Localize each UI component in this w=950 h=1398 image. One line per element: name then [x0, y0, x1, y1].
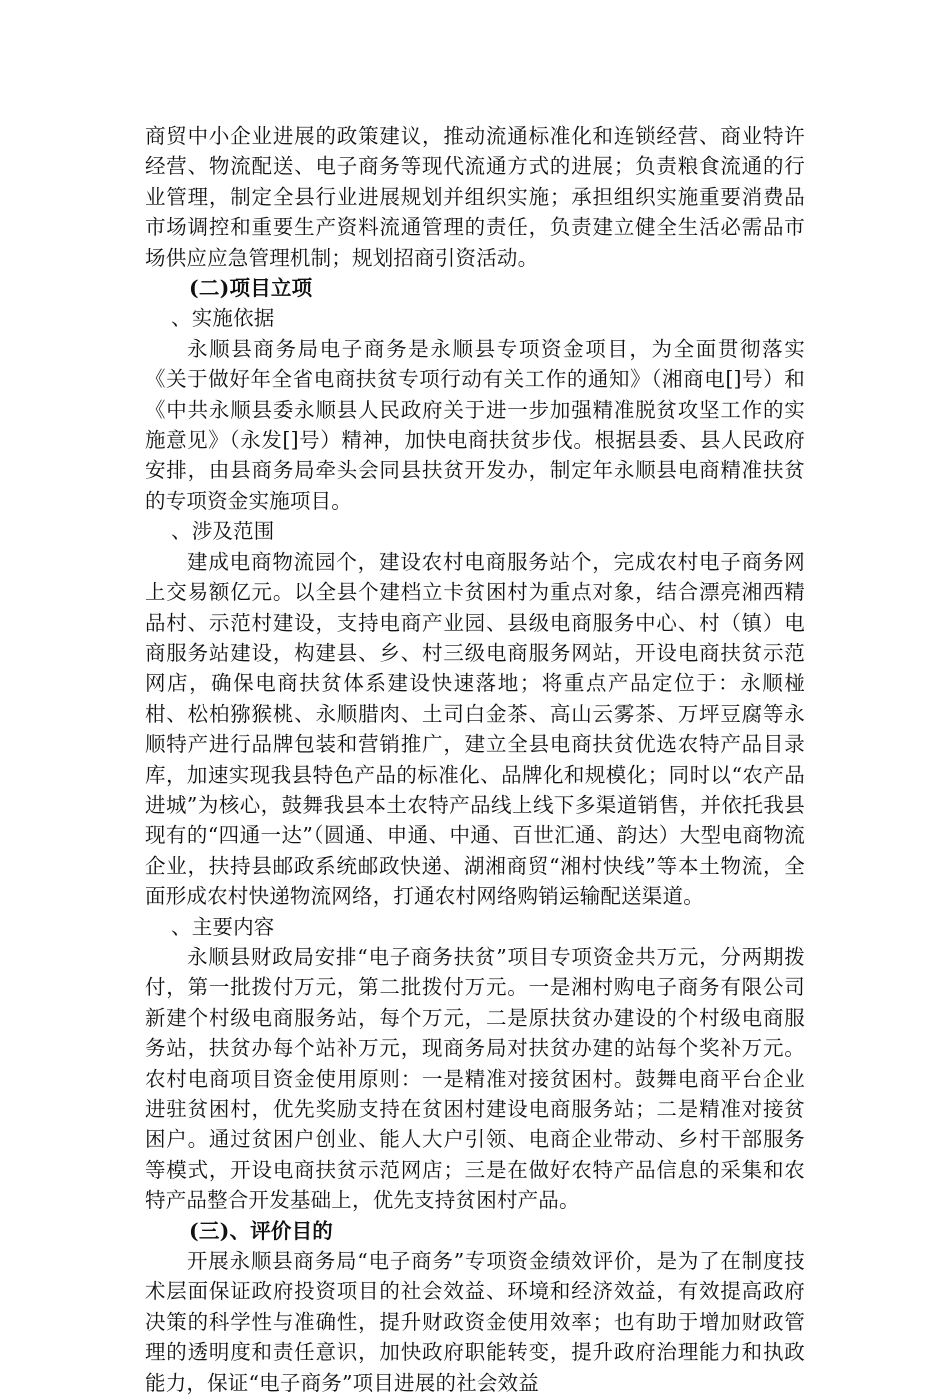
paragraph-basis: 永顺县商务局电子商务是永顺县专项资金项目，为全面贯彻落实《关于做好年全省电商扶贫专项行动有关工作的通知》（湘商电[]号）和《中共永顺县委永顺县人民政府关于进一步加强精准脱贫攻坚工作的实施意见》（永发[]号）精神，加快电商扶贫步伐。根据县委、县人民政府安排，由县商务局牵头会同县扶贫开发办，制定年永顺县电商精准扶贫的专项资金实施项目。 [145, 336, 805, 513]
paragraph-content: 永顺县财政局安排“电子商务扶贫”项目专项资金共万元，分两期拨付，第一批拨付万元，第二批拨付万元。一是湘村购电子商务有限公司新建个村级电商服务站，每个万元，二是原扶贫办建设的个村级电商服务站，扶贫办每个站补万元，现商务局对扶贫办建的站每个奖补万元。农村电商项目资金使用原则：一是精准对接贫困村。鼓舞电商平台企业进驻贫困村，优先奖励支持在贫困村建设电商服务站；二是精准对接贫困户。通过贫困户创业、能人大户引领、电商企业带动、乡村干部服务等模式，开设电商扶贫示范网店；三是在做好农特产品信息的采集和农特产品整合开发基础上，优先支持贫困村产品。 [145, 944, 805, 1213]
section-heading-project-setup: (二)项目立项 [189, 276, 313, 301]
subheading-content: 、主要内容 [171, 914, 275, 939]
section-heading-evaluation-purpose: (三)、评价目的 [189, 1218, 333, 1243]
subheading-scope: 、涉及范围 [171, 519, 275, 544]
paragraph-evaluation-purpose: 开展永顺县商务局“电子商务”专项资金绩效评价，是为了在制度技术层面保证政府投资项目的社会效益、环境和经济效益，有效提高政府决策的科学性与准确性，提升财政资金使用效率；也有助于增加财政管理的透明度和责任意识，加快政府职能转变，提升政府治理能力和执政能力，保证“电子商务”项目进展的社会效益 [145, 1249, 805, 1395]
document-page [145, 121, 805, 1398]
paragraph-responsibilities: 商贸中小企业进展的政策建议，推动流通标准化和连锁经营、商业特许经营、物流配送、电子商务等现代流通方式的进展；负责粮食流通的行业管理，制定全县行业进展规划并组织实施；承担组织实施重要消费品市场调控和重要生产资料流通管理的责任，负责建立健全生活必需品市场供应应急管理机制；规划招商引资活动。 [145, 124, 805, 270]
subheading-basis: 、实施依据 [171, 306, 275, 331]
paragraph-scope: 建成电商物流园个，建设农村电商服务站个，完成农村电子商务网上交易额亿元。以全县个建档立卡贫困村为重点对象，结合漂亮湘西精品村、示范村建设，支持电商产业园、县级电商服务中心、村（镇）电商服务站建设，构建县、乡、村三级电商服务网站，开设电商扶贫示范网店，确保电商扶贫体系建设快速落地；将重点产品定位于：永顺椪柑、松柏猕猴桃、永顺腊肉、土司白金茶、高山云雾茶、万坪豆腐等永顺特产进行品牌包装和营销推广，建立全县电商扶贫优选农特产品目录库，加速实现我县特色产品的标准化、品牌化和规模化；同时以“农产品进城”为核心，鼓舞我县本土农特产品线上线下多渠道销售，并依托我县现有的“四通一达”（圆通、申通、中通、百世汇通、韵达）大型电商物流企业，扶持县邮政系统邮政快递、湖湘商贸“湘村快线”等本土物流，全面形成农村快递物流网络，打通农村网络购销运输配送渠道。 [145, 549, 805, 909]
